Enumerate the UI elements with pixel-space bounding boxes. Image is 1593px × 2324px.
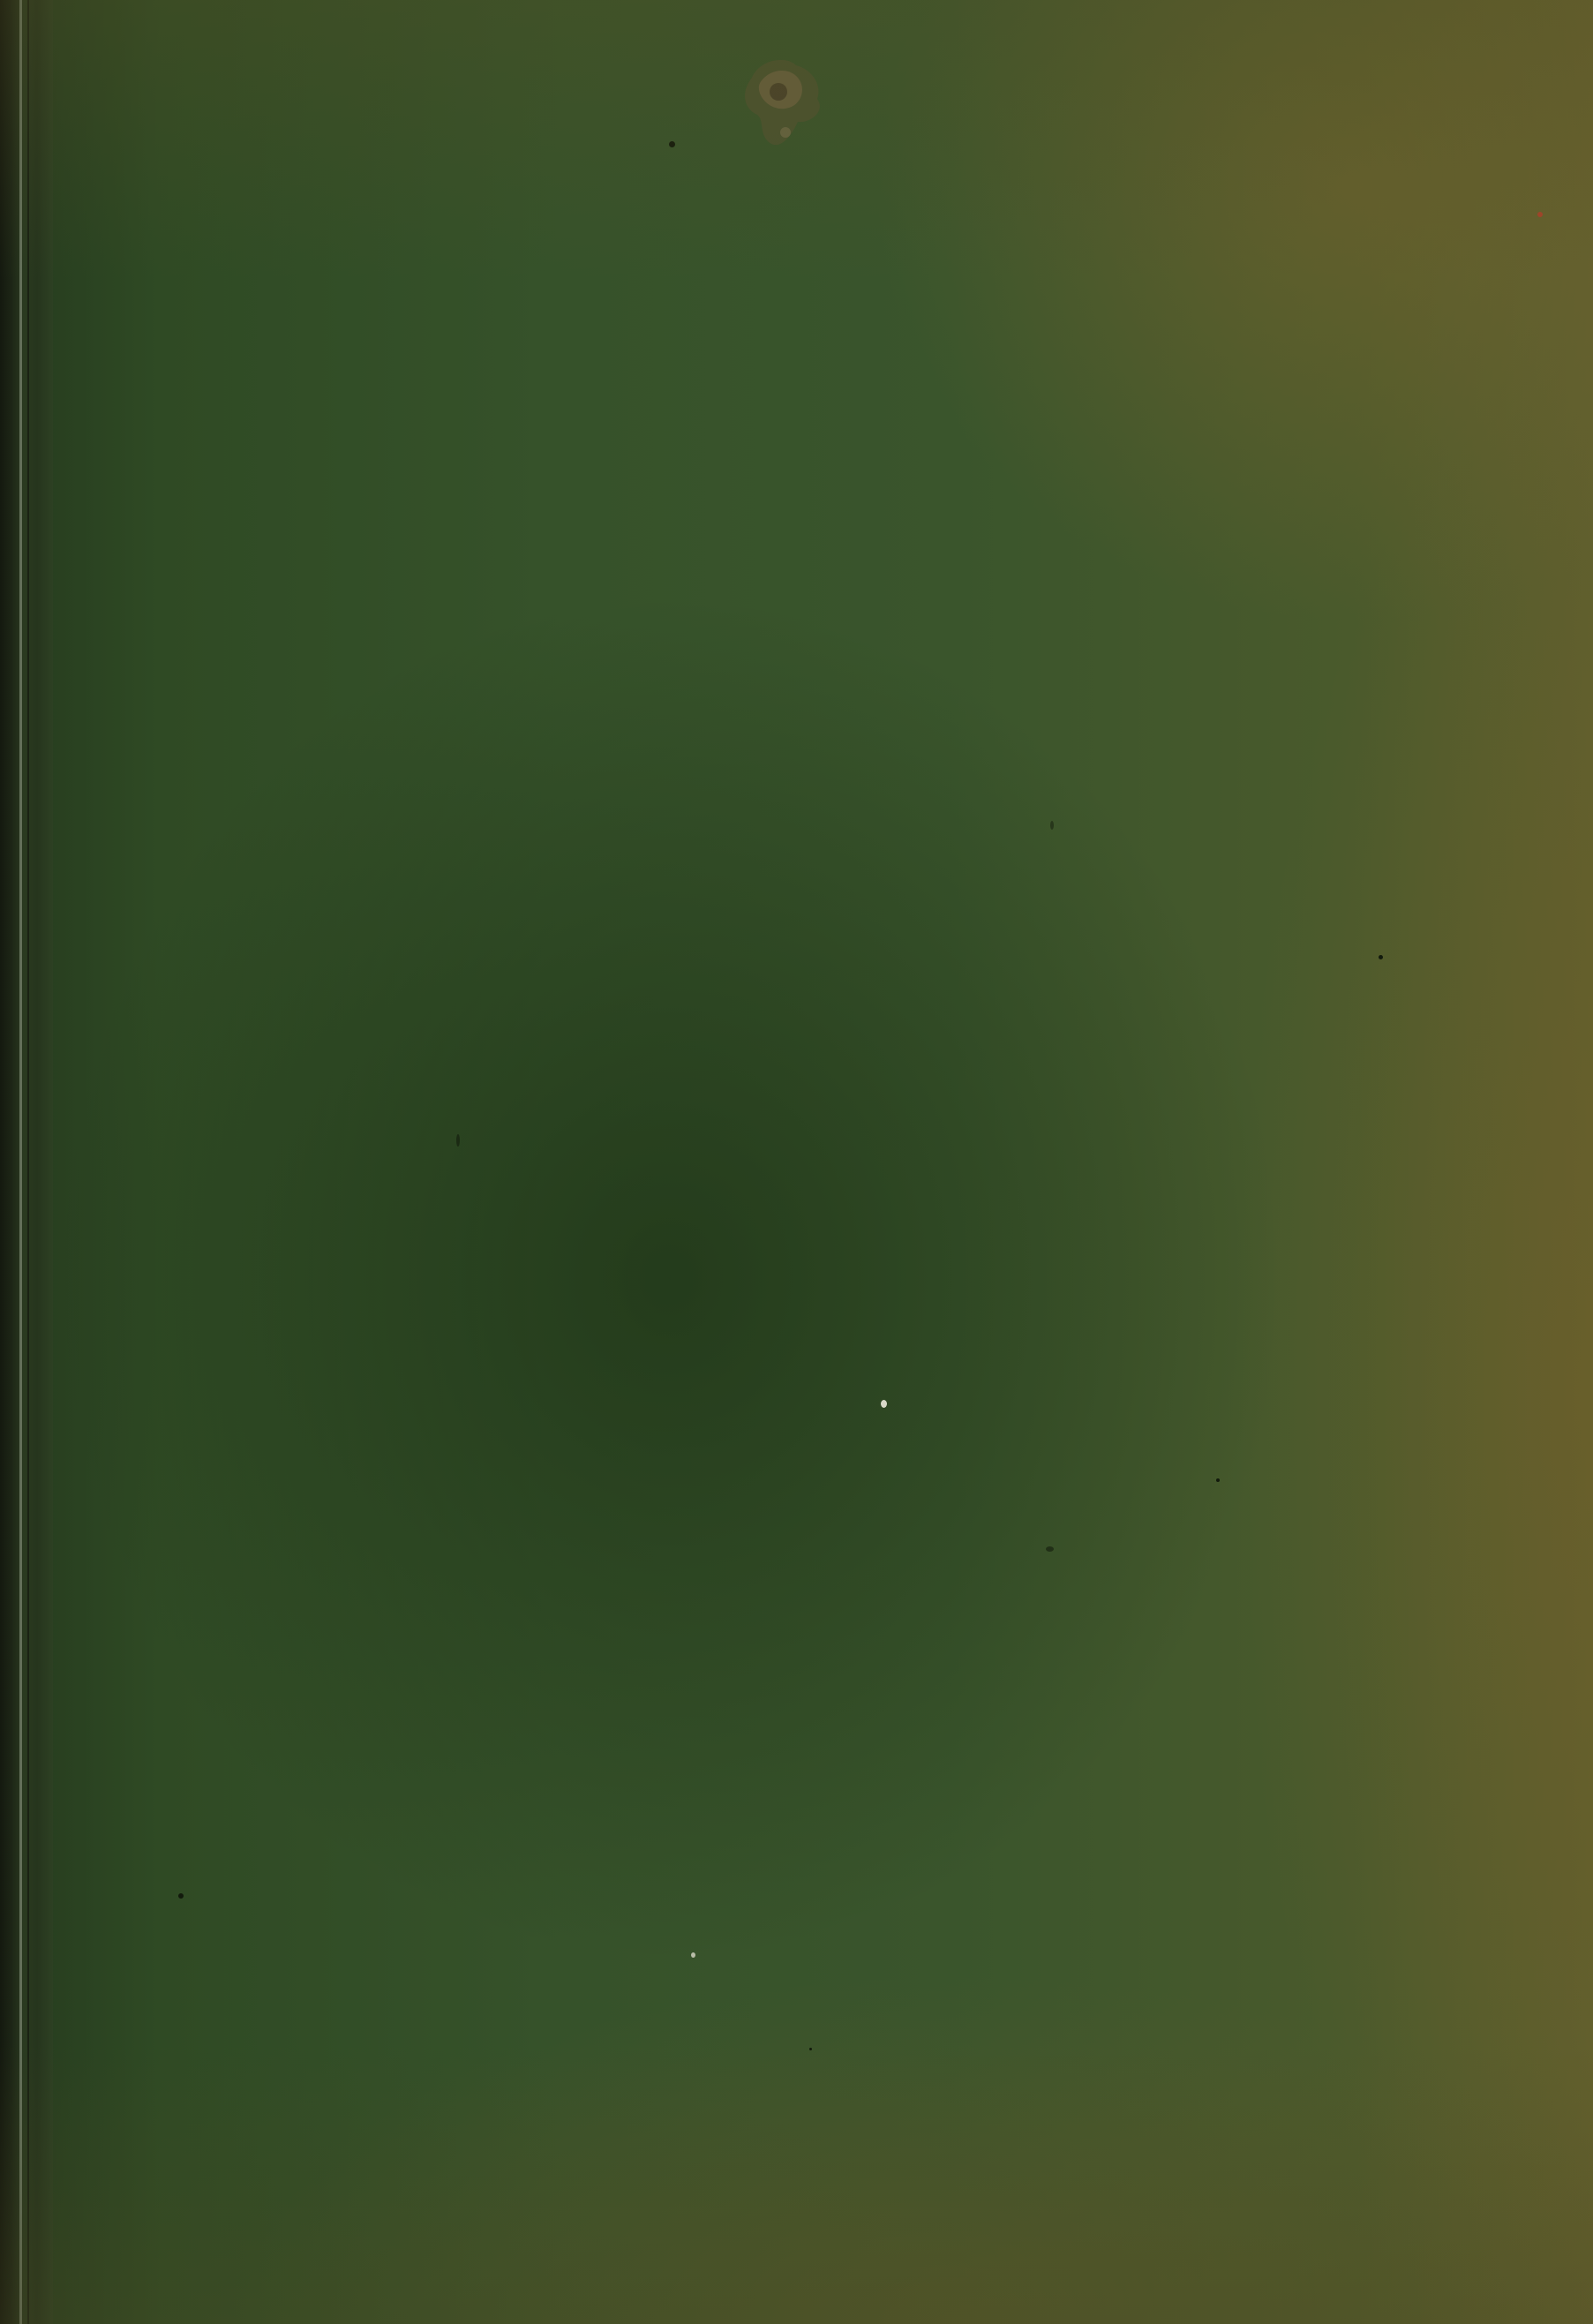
- spine-edge-shadow: [27, 0, 29, 2324]
- speck: [669, 141, 675, 147]
- speck: [809, 2048, 812, 2050]
- speck: [691, 1952, 695, 1958]
- speck: [1537, 212, 1543, 217]
- speck: [1379, 955, 1383, 959]
- cover-stain: [733, 53, 830, 159]
- spine-edge-highlight: [19, 0, 22, 2324]
- speck: [178, 1893, 184, 1899]
- speck: [881, 1400, 887, 1408]
- book-spine: [0, 0, 53, 2324]
- speck: [1046, 1546, 1054, 1552]
- speck: [1050, 821, 1054, 830]
- speck: [1216, 1478, 1220, 1482]
- speck: [456, 1134, 460, 1147]
